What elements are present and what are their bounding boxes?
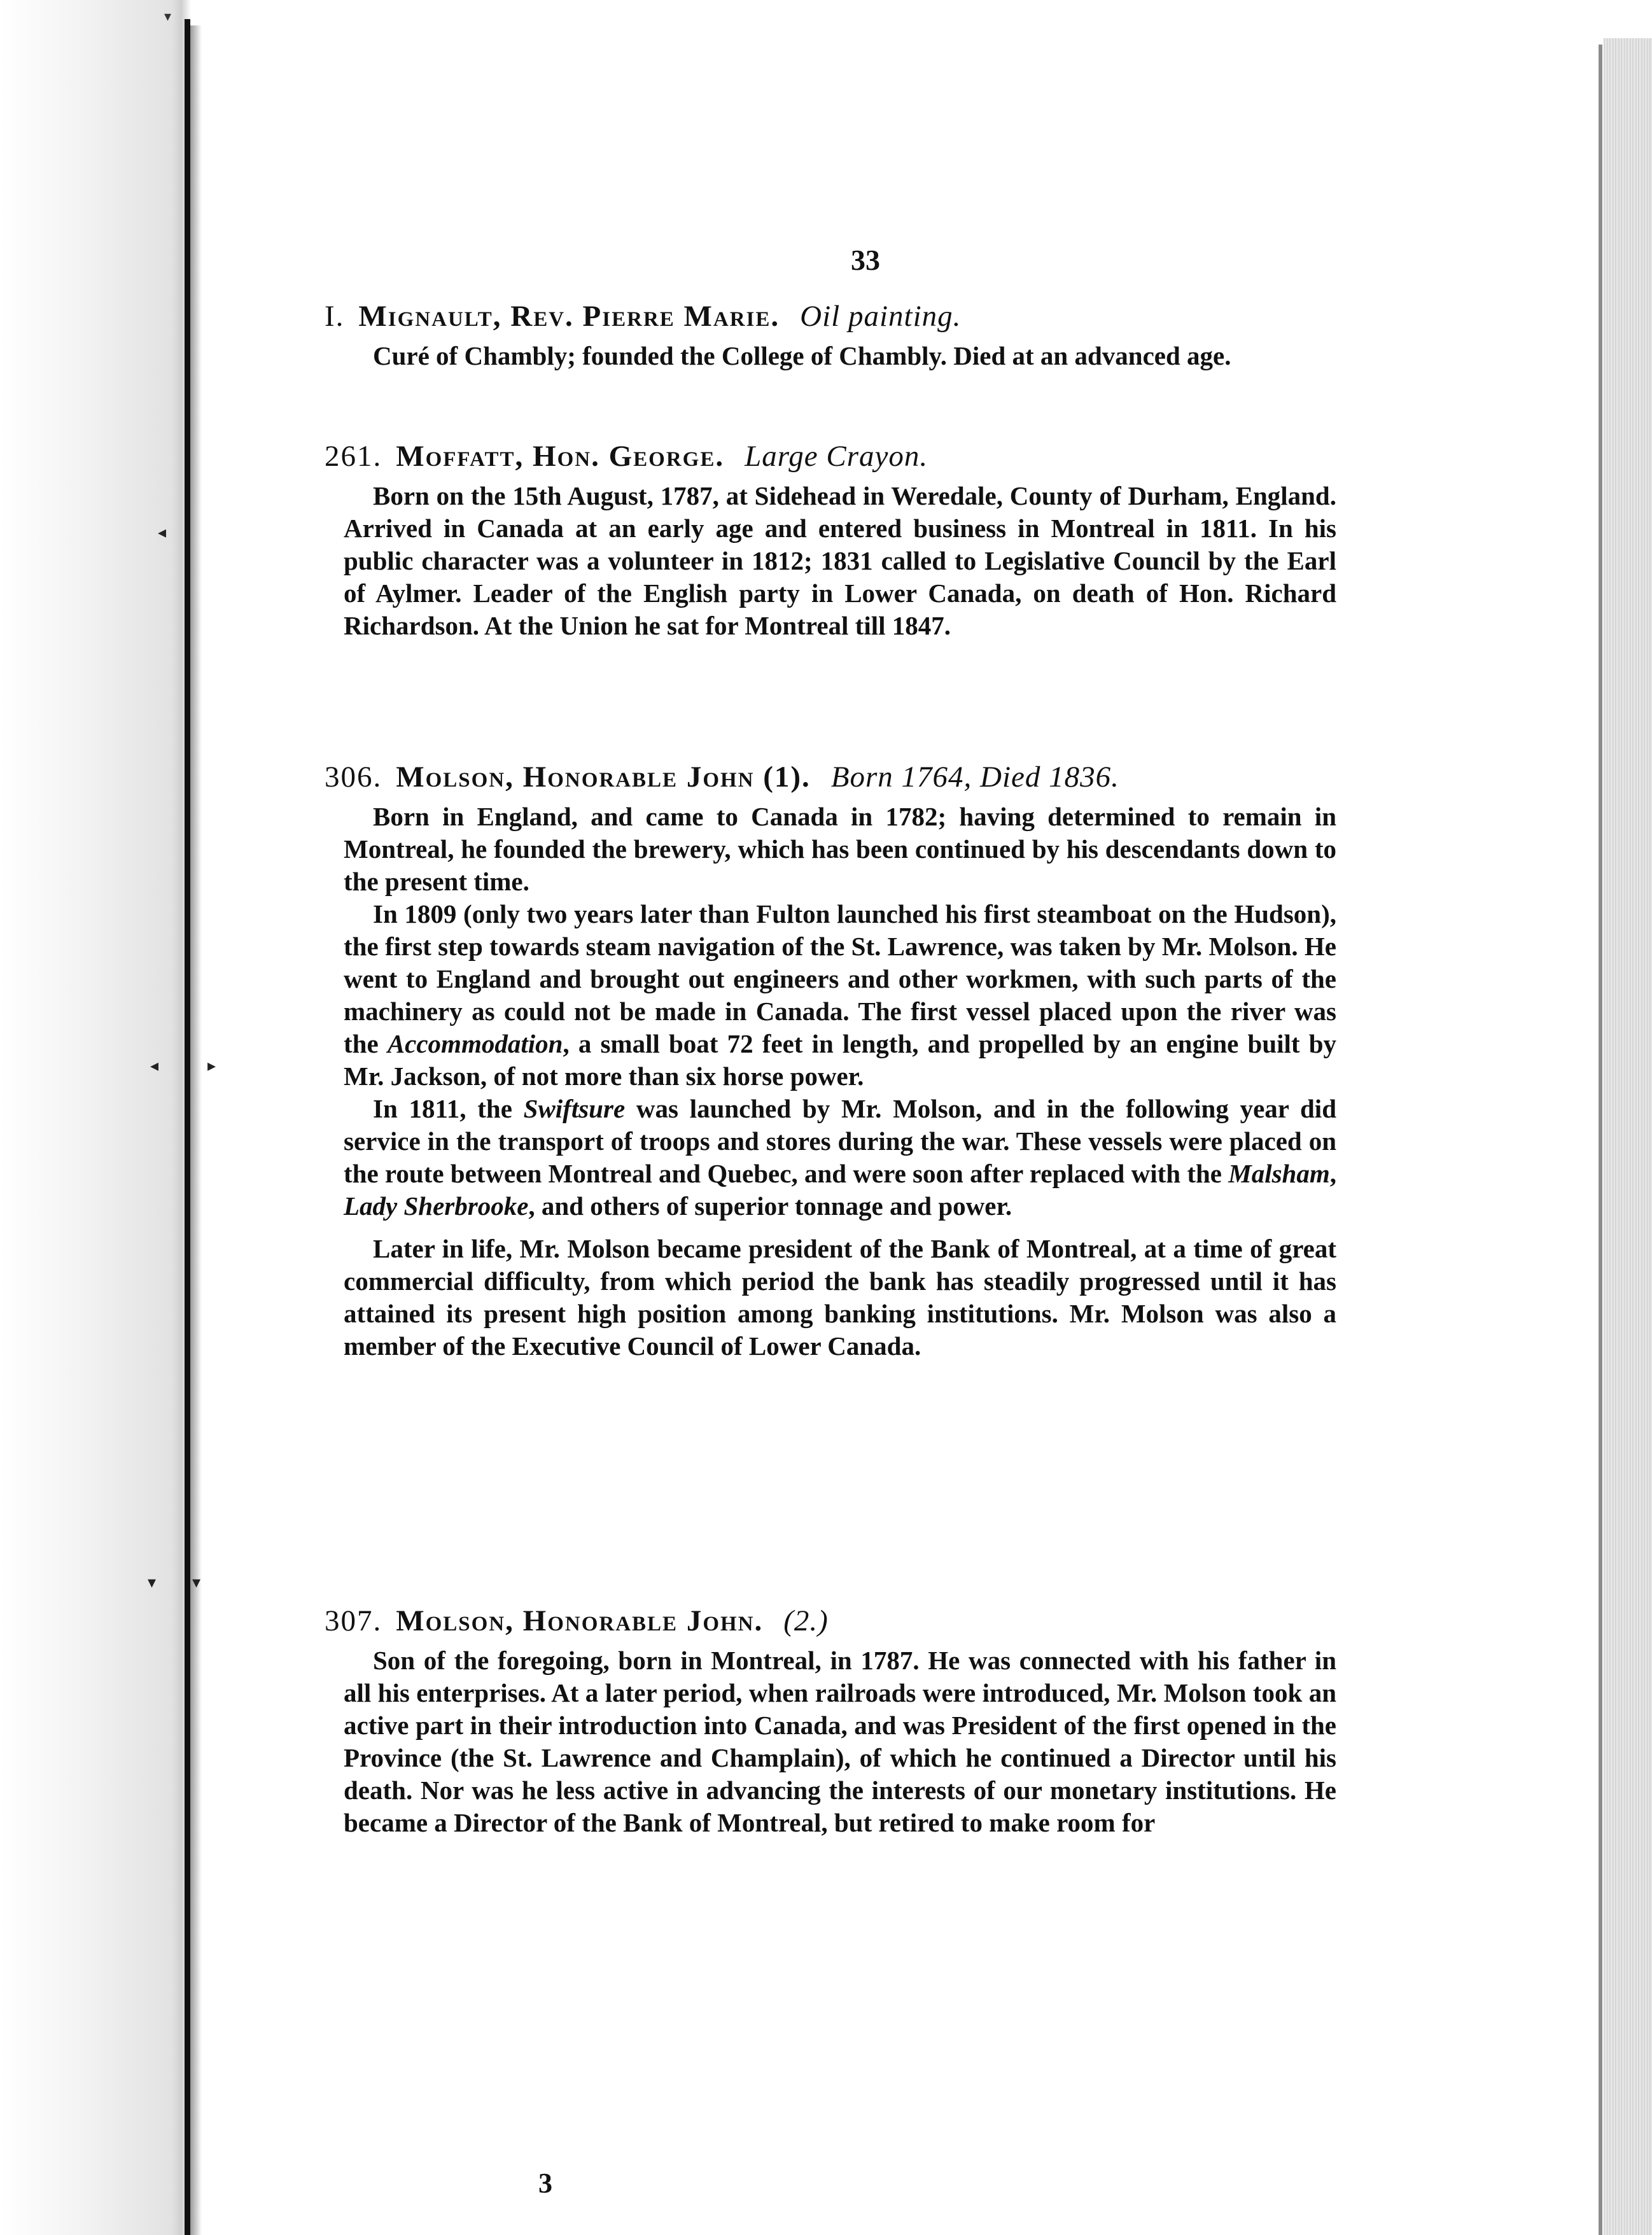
entry-name: Moffatt, Hon. George. [396, 440, 725, 473]
margin-tick-icon: ◂ [158, 523, 167, 542]
entry-medium: Oil painting. [800, 300, 962, 333]
entry-paragraph-steam: In 1809 (only two years later than Fulton launched his first steamboat on the Hudson), the first step towards steam navigation of the St. Lawrence, was taken by Mr. Molson. He went to England and brought out engineers and other workmen, with such parts of the machinery as could not be made in Canada. The first vessel placed upon the river was the Accommodation, a small boat 72 feet in length, and propelled by an engine built by Mr. Jackson, of not more than six horse power. [344, 899, 1337, 1091]
entry-name: Molson, Honorable John. [396, 1604, 764, 1637]
catalogue-entry [325, 299, 1336, 372]
entry-number: I. [325, 300, 345, 333]
entry-name: Molson, Honorable John (1). [396, 760, 811, 794]
margin-tick-icon: ◂ [150, 1056, 159, 1075]
entry-paragraph-swiftsure: In 1811, the Swiftsure was launched by Mr. Molson, and in the following year did service in the transport of troops and stores during the war. These vessels were placed on the route between Montreal and Quebec, and were soon after replaced with the Malsham, Lady Sherbrooke, and others of superior tonnage and power. [344, 1094, 1336, 1221]
entry-paragraph: Born in England, and came to Canada in 1782; having determined to remain in Montreal, he founded the brewery, which has been continued by his descendants down to the present time. [344, 802, 1336, 896]
left-page-edge [0, 0, 191, 2235]
fore-edge-line [1599, 45, 1602, 2235]
signature-mark: 3 [538, 2168, 552, 2199]
binding-spine [185, 19, 190, 2235]
entry-medium: (2.) [783, 1604, 829, 1637]
entry-paragraph: Later in life, Mr. Molson became president of the Bank of Montreal, at a time of great commercial difficulty, from which period the bank has steadily progressed until it has attained its present high position among banking institutions. Mr. Molson was also a member of the Executive Council of Lower Canada. [344, 1234, 1336, 1361]
catalogue-entry [325, 1604, 1336, 1839]
entry-heading [325, 1604, 1336, 1638]
entry-number: 306. [325, 760, 382, 794]
entry-heading [325, 760, 1336, 794]
scan-mark-icon: ▾ [164, 9, 172, 25]
entry-paragraph: Curé of Chambly; founded the College of Chambly. Died at an advanced age. [373, 341, 1231, 370]
entry-paragraph: Son of the foregoing, born in Montreal, in 1787. He was connected with his father in all his enterprises. At a later period, when railroads were introduced, Mr. Molson took an active part in their introduction into Canada, and was President of the first opened in the Province (the St. Lawrence and Champlain), of which he continued a Director until his death. Nor was he less active in advancing the interests of our monetary institutions. He became a Director of the Bank of Montreal, but retired to make room for [344, 1646, 1336, 1837]
catalogue-entry [325, 760, 1337, 1363]
page-number: 33 [851, 244, 880, 276]
catalogue-entry [325, 439, 1336, 642]
entry-medium: Large Crayon. [745, 440, 928, 473]
entry-number: 307. [325, 1604, 382, 1637]
entry-heading [325, 439, 1336, 473]
entry-medium: Born 1764, Died 1836. [830, 760, 1119, 794]
margin-tick-icon: ▾ [148, 1573, 157, 1592]
fore-edge [1604, 38, 1652, 2235]
margin-tick-icon: ▾ [192, 1573, 201, 1592]
entry-heading [325, 299, 1336, 333]
spine-shadow [190, 25, 202, 2235]
entry-number: 261. [325, 440, 382, 473]
entry-paragraph: Born on the 15th August, 1787, at Sidehead in Weredale, County of Durham, England. Arrived in Canada at an early age and entered business in Montreal in 1811. In his public character was a volunteer in 1812; 1831 called to Legislative Council by the Earl of Aylmer. Leader of the English party in Lower Canada, on death of Hon. Richard Richardson. At the Union he sat for Montreal till 1847. [344, 481, 1336, 640]
entry-name: Mignault, Rev. Pierre Marie. [358, 300, 780, 333]
margin-tick-icon: ▸ [207, 1056, 216, 1075]
